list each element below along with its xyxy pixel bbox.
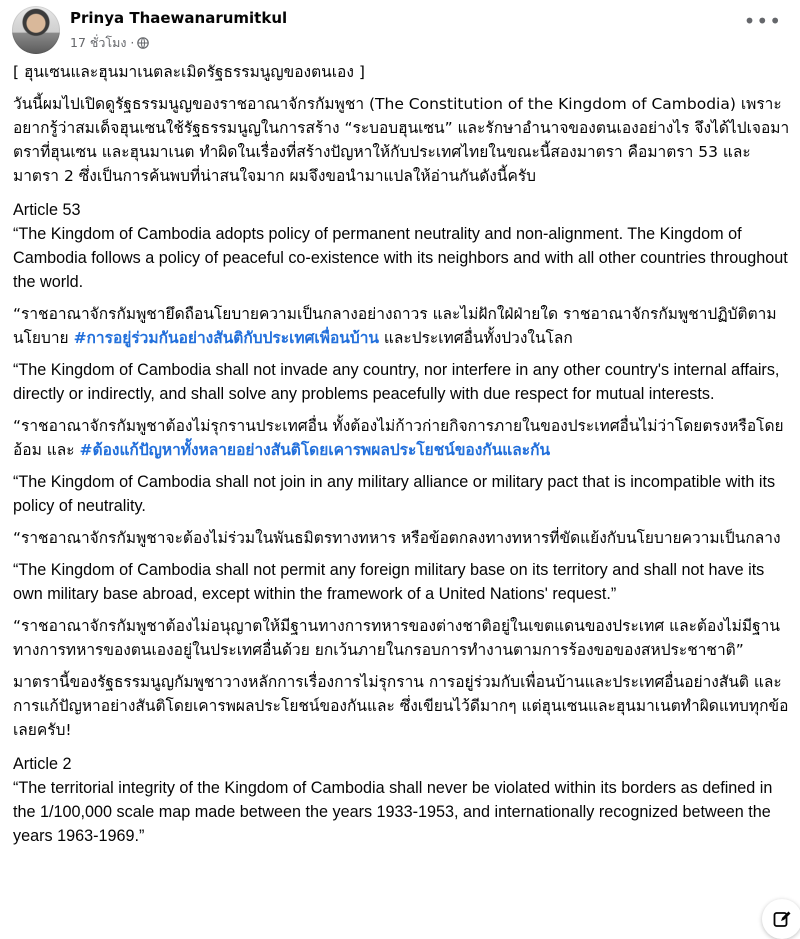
article-2-heading: Article 2	[13, 755, 72, 773]
article-53-th-2-text: “ราชอาณาจักรกัมพูชาต้องไม่รุกรานประเทศอื่น ทั้งต้องไม่ก้าวก่ายกิจการภายในของประเทศอื่นไม่ว่าโดยตรงหรือโดยอ้อม และ	[13, 417, 784, 459]
globe-icon	[137, 37, 149, 49]
more-options-icon[interactable]: •••	[743, 9, 782, 33]
article-53-th-4: “ราชอาณาจักรกัมพูชาต้องไม่อนุญาตให้มีฐานทางการทหารของต่างชาติอยู่ในเขตแดนของประเทศ และต้องไม่มีฐานทางการทหารของตนเองอยู่ในประเทศอื่นด้วย ยกเว้นภายในกรอบการทำงานตามการร้องขอของสหประชาชาติ”	[13, 617, 780, 659]
hashtag-link[interactable]: #ต้องแก้ปัญหาทั้งหลายอย่างสันติโดยเคารพผลประโยชน์ของกันและกัน	[79, 441, 551, 459]
article-53-en-3: “The Kingdom of Cambodia shall not join in any military alliance or military pact that is incompatible with its policy of neutrality.	[13, 473, 776, 515]
edit-icon[interactable]	[762, 899, 800, 939]
post-timestamp[interactable]: 17 ชั่วโมง ·	[70, 35, 135, 50]
article-2-en-1: “The territorial integrity of the Kingdom of Cambodia shall never be violated within its borders as defined in the 1/100,000 scale map made between the years 1933-1953, and internationally recognized between the years 1963-1969.”	[13, 779, 773, 845]
hashtag-link[interactable]: #การอยู่ร่วมกันอย่างสันติกับประเทศเพื่อนบ้าน	[73, 329, 379, 347]
post-intro: วันนี้ผมไปเปิดดูรัฐธรรมนูญของราชอาณาจักรกัมพูชา (The Constitution of the Kingdom of Cambodia) เพราะอยากรู้ว่าสมเด็จฮุนเซนใช้รัฐธรรมนูญในการสร้าง “ระบอบฮุนเซน” และรักษาอำนาจของตนเองอย่างไร จึงได้ไปเจอมาตราที่ฮุนเซน และฮุนมาเนต ทำผิดในเรื่องที่สร้างปัญหาให้กับประเทศไทยในขณะนี้สองมาตรา คือมาตรา 53 และมาตรา 2 ซึ่งเป็นการค้นพบที่น่าสนใจมาก ผมจึงขอนำมาแปลให้อ่านกันดังนี้ครับ	[13, 95, 790, 185]
article-53-en-1: “The Kingdom of Cambodia adopts policy of permanent neutrality and non-alignment. The Kingdom of Cambodia follows a policy of peaceful co-existence with its neighbors and with all other countries throughout the world.	[13, 225, 788, 291]
article-53-th-1-text: “ราชอาณาจักรกัมพูชายึดถือนโยบายความเป็นกลางอย่างถาวร และไม่ฝักใฝ่ฝ่ายใด ราชอาณาจักรกัมพูชาปฏิบัติตามนโยบาย	[13, 305, 777, 347]
article-53-th-2	[13, 414, 793, 462]
article-53-summary: มาตรานี้ของรัฐธรรมนูญกัมพูชาวางหลักการเรื่องการไม่รุกราน การอยู่ร่วมกับเพื่อนบ้านและประเทศอื่นอย่างสันติ และการแก้ปัญหาอย่างสันติโดยเคารพผลประโยชน์ของกันและ ซึ่งเขียนไว้ดีมากๆ แต่ฮุนเซนและฮุนมาเนตทำผิดแทบทุกข้อเลยครับ!	[13, 673, 789, 739]
pencil-icon	[772, 909, 792, 929]
article-53-th-3: “ราชอาณาจักรกัมพูชาจะต้องไม่ร่วมในพันธมิตรทางทหาร หรือข้อตกลงทางทหารที่ขัดแย้งกับนโยบายความเป็นกลาง	[13, 529, 781, 547]
article-53-th-1-tail: และประเทศอื่นทั้งปวงในโลก	[379, 329, 573, 347]
article-53-th-1	[13, 302, 793, 350]
article-53-en-2: “The Kingdom of Cambodia shall not invade any country, nor interfere in any other country's internal affairs, directly or indirectly, and shall solve any problems peacefully with due respect for mutual interests.	[13, 361, 780, 403]
post-meta	[70, 33, 149, 53]
author-name[interactable]: Prinya Thaewanarumitkul	[70, 9, 288, 27]
article-53-en-4: “The Kingdom of Cambodia shall not permit any foreign military base on its territory and shall not have its own military base abroad, except within the framework of a United Nations' request.”	[13, 561, 765, 603]
post-title: [ ฮุนเซนและฮุนมาเนตละเมิดรัฐธรรมนูญของตนเอง ]	[13, 63, 365, 81]
post-header	[12, 6, 788, 56]
author-avatar[interactable]	[12, 6, 60, 54]
post-body	[13, 60, 793, 856]
article-53-heading: Article 53	[13, 201, 81, 219]
